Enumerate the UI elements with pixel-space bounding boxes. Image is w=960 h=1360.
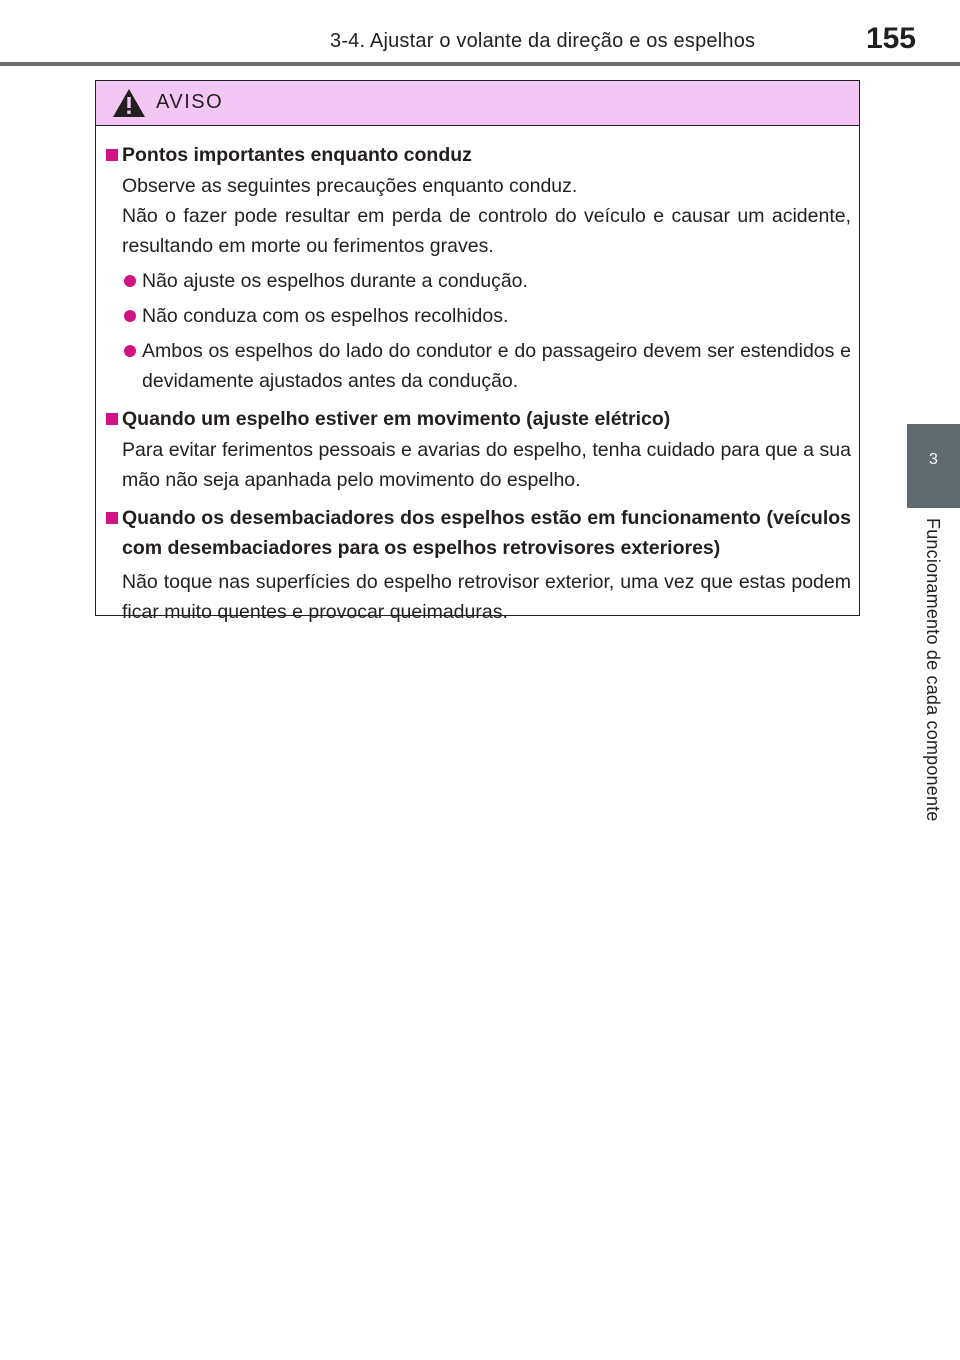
warning-section — [104, 503, 851, 627]
paragraph: Observe as seguintes precauções enquanto conduz. — [122, 175, 578, 197]
section-heading — [104, 404, 851, 434]
paragraph: Para evitar ferimentos pessoais e avarias do espelho, tenha cuidado para que a sua mão não seja apanhada pelo movimento do espelho. — [122, 439, 851, 491]
round-bullet-icon — [124, 310, 136, 322]
warning-box — [95, 80, 860, 623]
warning-section — [104, 404, 851, 495]
bullet-item — [104, 301, 851, 331]
paragraph: Não o fazer pode resultar em perda de controlo do veículo e causar um acidente, resultando em morte ou ferimentos graves. — [122, 205, 851, 257]
warning-section — [104, 140, 851, 396]
section-title: 3-4. Ajustar o volante da direção e os espelhos — [330, 30, 756, 52]
bullet-text: Ambos os espelhos do lado do condutor e do passageiro devem ser estendidos e devidamente ajustados antes da condução. — [142, 340, 851, 392]
header-rule — [0, 62, 960, 66]
section-heading-text: Quando um espelho estiver em movimento (ajuste elétrico) — [122, 408, 671, 430]
section-heading-text: Quando os desembaciadores dos espelhos estão em funcionamento (veículos com desembaciadores para os espelhos retrovisores exteriores) — [122, 507, 851, 559]
square-bullet-icon — [106, 512, 118, 524]
warning-body — [96, 126, 859, 627]
bullet-text: Não ajuste os espelhos durante a condução. — [142, 270, 528, 292]
square-bullet-icon — [106, 413, 118, 425]
chapter-tab: 3 — [907, 424, 960, 508]
page-number: 155 — [865, 22, 916, 55]
warning-triangle-icon — [112, 88, 146, 118]
bullet-item — [104, 266, 851, 296]
bullet-item — [104, 336, 851, 396]
round-bullet-icon — [124, 345, 136, 357]
bullet-text: Não conduza com os espelhos recolhidos. — [142, 305, 509, 327]
round-bullet-icon — [124, 275, 136, 287]
paragraph: Não toque nas superfícies do espelho retrovisor exterior, uma vez que estas podem ficar muito quentes e provocar queimaduras. — [122, 571, 851, 623]
square-bullet-icon — [106, 149, 118, 161]
warning-header — [96, 81, 859, 126]
section-heading-text: Pontos importantes enquanto conduz — [122, 144, 472, 166]
chapter-label: Funcionamento de cada componente — [923, 518, 943, 822]
section-heading — [104, 503, 851, 563]
warning-title: AVISO — [156, 91, 224, 113]
section-heading — [104, 140, 851, 170]
